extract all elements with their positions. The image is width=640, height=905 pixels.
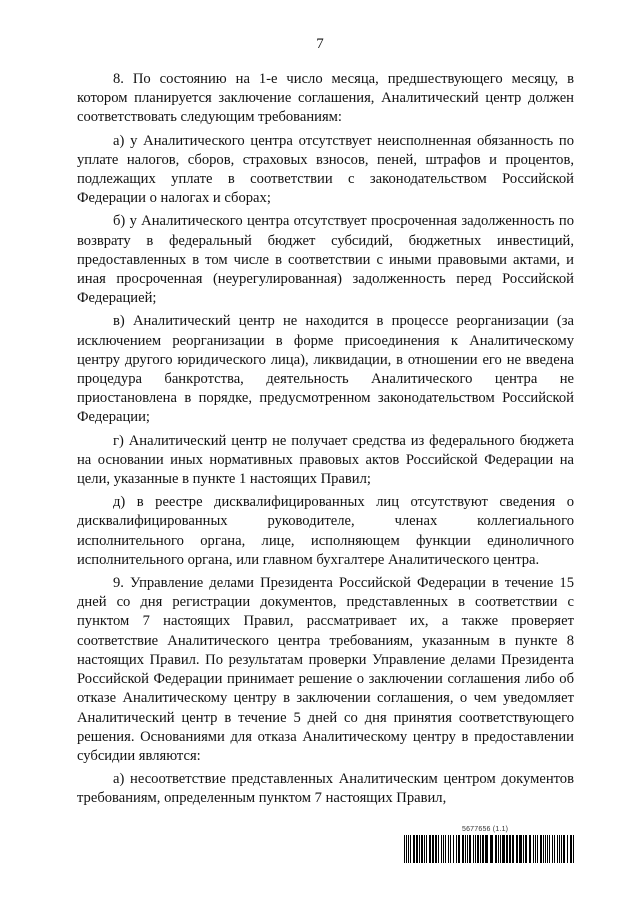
document-body bbox=[77, 70, 574, 813]
paragraph-8d: д) в реестре дисквалифицированных лиц отсутствуют сведения о дисквалифицированных руководителе, членах коллегиального исполнительного органа, лице, исполняющем функции единоличного исполнительного органа, или главном бухгалтере Аналитического центра. bbox=[77, 494, 574, 568]
barcode-code-text: 5677656 (1.1) bbox=[462, 826, 509, 833]
paragraph-8b: б) у Аналитического центра отсутствует просроченная задолженность по возврату в федеральный бюджет субсидий, бюджетных инвестиций, предоставленных в том числе в соответствии с иными правовыми актами, и иная просроченная (неурегулированная) задолженность перед Российской Федерацией; bbox=[77, 213, 574, 307]
paragraph-9a: а) несоответствие представленных Аналитическим центром документов требованиям, определенным пунктом 7 настоящих Правил, bbox=[77, 771, 574, 807]
barcode bbox=[404, 826, 574, 866]
paragraph-8: 8. По состоянию на 1-е число месяца, предшествующего месяцу, в котором планируется заключение соглашения, Аналитический центр должен соответствовать следующим требованиям: bbox=[77, 71, 574, 126]
page-number: 7 bbox=[316, 36, 324, 52]
paragraph-8v: в) Аналитический центр не находится в процессе реорганизации (за исключением реорганизации в форме присоединения к Аналитическому центру другого юридического лица), ликвидации, в отношении его не введена процедура банкротства, деятельность Аналитического центра не приостановлена в порядке, предусмотренном законодательством Российской Федерации; bbox=[77, 313, 574, 426]
paragraph-9: 9. Управление делами Президента Российской Федерации в течение 15 дней со дня регистрации документов, представленных в соответствии с пунктом 7 настоящих Правил, рассматривает их, а также проверяет соответствие Аналитического центра требованиям, указанным в пункте 8 настоящих Правил. По результатам проверки Управление делами Президента Российской Федерации принимает решение о заключении соглашения либо об отказе Аналитическому центру в заключении соглашения, о чем уведомляет Аналитический центр в течение 5 дней со дня принятия соответствующего решения. Основаниями для отказа Аналитическому центру в предоставлении субсидии являются: bbox=[77, 575, 574, 764]
paragraph-8a: а) у Аналитического центра отсутствует неисполненная обязанность по уплате налогов, сборов, страховых взносов, пеней, штрафов и процентов, подлежащих уплате в соответствии с законодательством Российской Федерации о налогах и сборах; bbox=[77, 132, 574, 207]
paragraph-8g: г) Аналитический центр не получает средства из федерального бюджета на основании иных нормативных правовых актов Российской Федерации на цели, указанные в пункте 1 настоящих Правил; bbox=[77, 432, 574, 488]
barcode-bars-icon bbox=[404, 835, 574, 863]
